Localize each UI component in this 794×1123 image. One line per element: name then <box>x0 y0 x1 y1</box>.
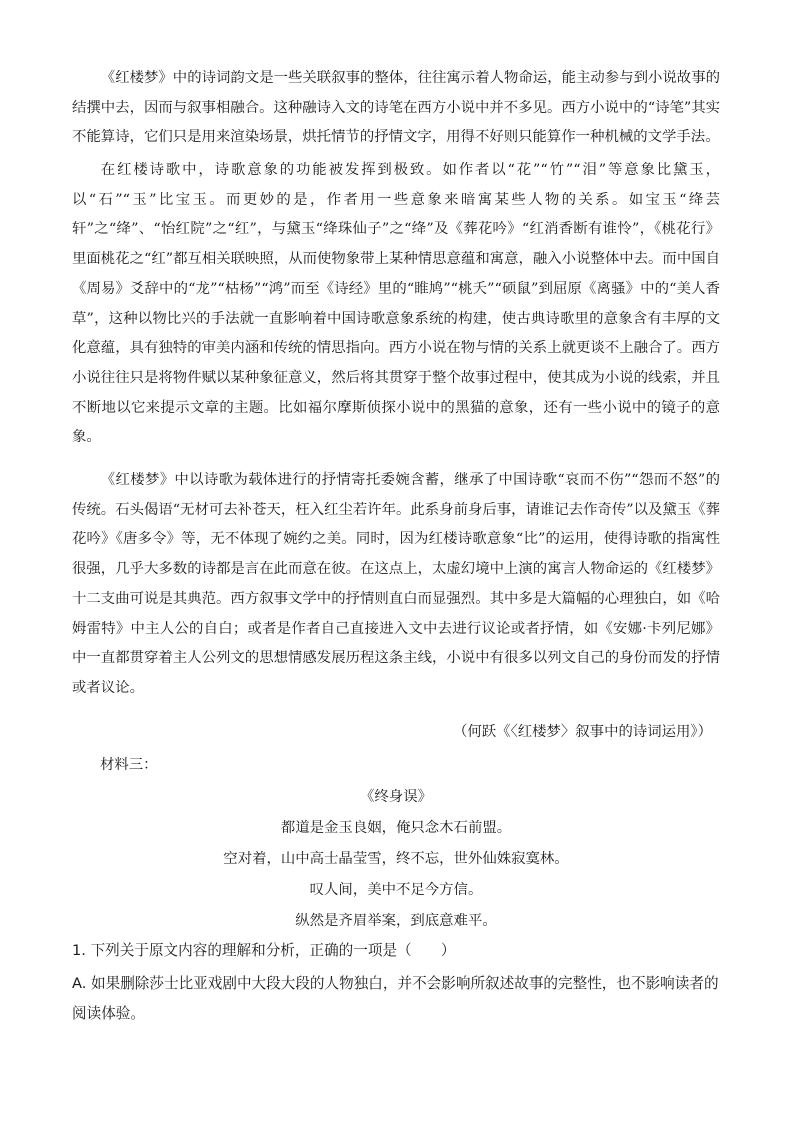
material-heading: 材料三： <box>100 757 158 773</box>
poem-line: 空对着，山中高士晶莹雪，终不忘，世外仙姝寂寞林。 <box>223 851 569 867</box>
poem-line: 纵然是齐眉举案，到底意难平。 <box>295 913 497 929</box>
poem-line: 都道是金玉良姻，俺只念木石前盟。 <box>280 820 512 836</box>
question-stem: 1. 下列关于原文内容的理解和分析，正确的一项是（ ） <box>72 942 456 959</box>
option-a: A. 如果删除莎士比亚戏剧中大段大段的人物独白，并不会影响所叙述故事的完整性，也不影响读者的阅读体验。 <box>72 975 719 1022</box>
poem-title: 《终身误》 <box>360 789 432 805</box>
poem <box>72 782 720 937</box>
article-source: （何跃《〈红楼梦〉叙事中的诗词运用》） <box>452 724 712 740</box>
article-paragraph-3: 《红楼梦》中以诗歌为载体进行的抒情寄托委婉含蓄，继承了中国诗歌“哀而不伤”“怨而不怒”的传统。石头偈语“无材可去补苍天，枉入红尘若许年。此系身前身后事，请谁记去作奇传”以及黛玉《葬花吟》《唐多令》等，无不体现了婉约之美。同时，因为红楼诗歌意象“比”的运用，使得诗歌的指寓性很强，几乎大多数的诗都是言在此而意在彼。在这点上，太虚幻境中上演的寓言人物命运的《红楼梦》十二支曲可说是其典范。西方叙事文学中的抒情则直白而显强烈。其中多是大篇幅的心理独白，如《哈姆雷特》中主人公的自白；或者是作者自己直接进入文中去进行议论或者抒情，如《安娜·卡列尼娜》中一直都贯穿着主人公列文的思想情感发展历程这条主线，小说中有很多以列文自己的身份而发的抒情或者议论。 <box>72 472 720 696</box>
poem-line: 叹人间，美中不足今方信。 <box>309 882 483 898</box>
article-paragraph-1: 《红楼梦》中的诗词韵文是一些关联叙事的整体，往往寓示着人物命运，能主动参与到小说故事的结撰中去，因而与叙事相融合。这种融诗入文的诗笔在西方小说中并不多见。西方小说中的“诗笔”其实不能算诗，它们只是用来渲染场景，烘托情节的抒情文字，用得不好则只能算作一种机械的文学手法。 <box>72 70 720 146</box>
article-paragraph-2: 在红楼诗歌中，诗歌意象的功能被发挥到极致。如作者以“花”“竹”“泪”等意象比黛玉，以“石”“玉”比宝玉。而更妙的是，作者用一些意象来暗寓某些人物的关系。如宝玉“绛芸轩”之“绛”、“怡红院”之“红”，与黛玉“绛珠仙子”之“绛”及《葬花吟》“红消香断有谁怜”，《桃花行》里面桃花之“红”都互相关联映照，从而使物象带上某种情思意蕴和寓意，融入小说整体中去。而中国自《周易》爻辞中的“龙”“枯杨”“鸿”而至《诗经》里的“睢鸠”“桃夭”“硕鼠”到屈原《离骚》中的“美人香草”，这种以物比兴的手法就一直影响着中国诗歌意象系统的构建，使古典诗歌里的意象含有丰厚的文化意蕴，具有独特的审美内涵和传统的情思指向。西方小说在物与情的关系上就更谈不上融合了。西方小说往往只是将物件赋以某种象征意义，然后将其贯穿于整个故事过程中，使其成为小说的线索，并且不断地以它来提示文章的主题。比如福尔摩斯侦探小说中的黑猫的意象，还有一些小说中的镜子的意象。 <box>72 162 720 446</box>
